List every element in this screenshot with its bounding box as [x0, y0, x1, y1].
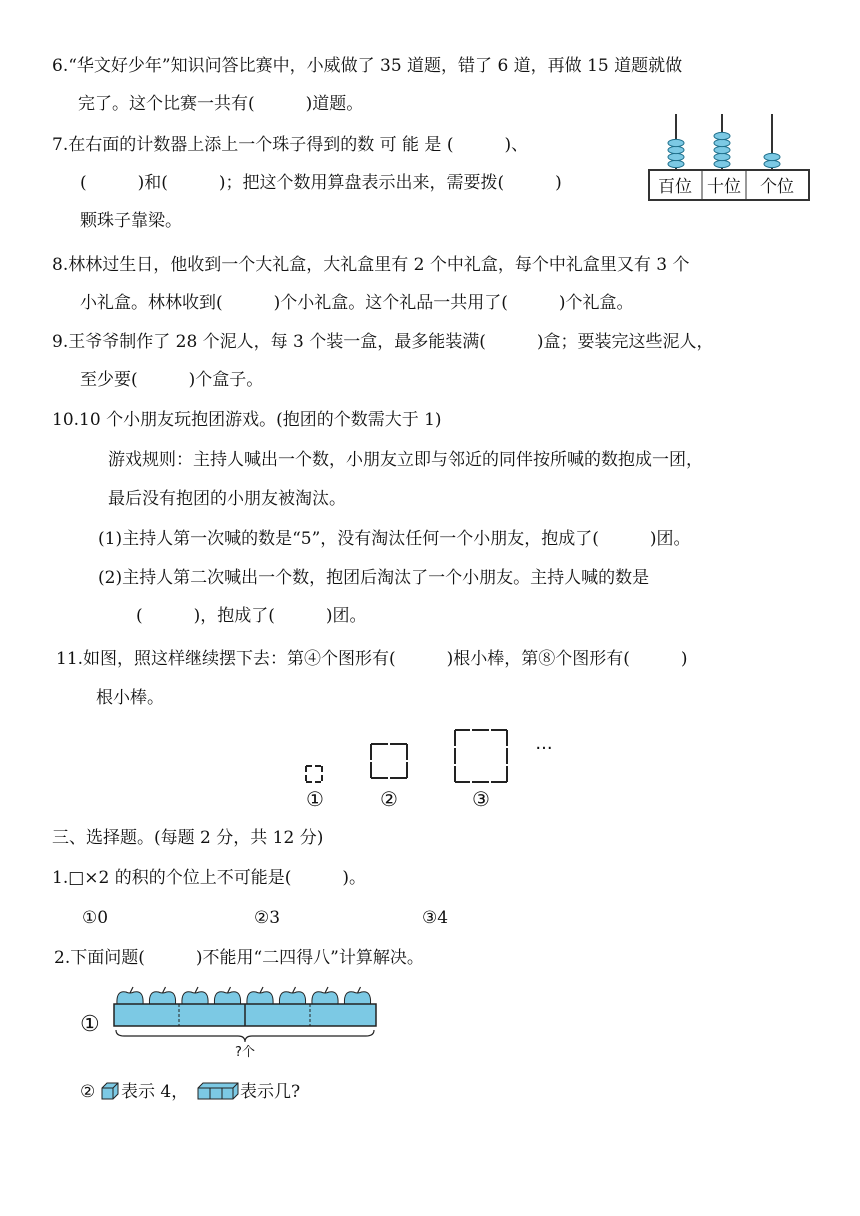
q9-line1: 9.王爷爷制作了 28 个泥人，每 3 个装一盒，最多能装满( )盒；要装完这些泥人， — [52, 332, 714, 352]
q10-part2b: ( )，抱成了( )团。 — [136, 606, 367, 626]
q11-line2: 根小棒。 — [96, 688, 164, 708]
apple-bar-figure — [110, 984, 382, 1064]
cube-icon — [100, 1081, 120, 1101]
q6-line2: 完了。这个比赛一共有( )道题。 — [78, 94, 364, 114]
choice2-question: 2.下面问题( )不能用“二四得八”计算解决。 — [54, 948, 424, 968]
q6-line1: 6.“华文好少年”知识问答比赛中，小威做了 35 道题，错了 6 道，再做 15 道题就做 — [52, 56, 683, 76]
choice2-option2-text2: 表示几? — [240, 1082, 301, 1102]
apple — [279, 987, 305, 1004]
total-brace — [116, 1030, 374, 1042]
counter-bead — [668, 146, 684, 153]
choice2-option2-label: ② — [80, 1082, 96, 1102]
choice1-option-c: ③4 — [422, 908, 449, 928]
q7-line3: 颗珠子靠梁。 — [80, 211, 182, 231]
apple — [149, 987, 175, 1004]
pattern-label-1: ① — [306, 787, 324, 810]
pattern-ellipsis: ··· — [535, 738, 553, 759]
q10-rule1: 游戏规则：主持人喊出一个数，小朋友立即与邻近的同伴按所喊的数抱成一团， — [108, 450, 703, 470]
counter-bead — [714, 132, 730, 139]
counter-bead — [668, 153, 684, 160]
cube-stack-icon — [196, 1081, 240, 1101]
counter-bead — [668, 160, 684, 167]
q10-part1: (1)主持人第一次喊的数是“5”，没有淘汰任何一个小朋友，抱成了( )团。 — [98, 529, 691, 549]
choice2-option2-text1: 表示 4， — [121, 1082, 189, 1102]
apple — [182, 987, 208, 1004]
apple — [117, 987, 143, 1004]
counter-label-ones: 个位 — [760, 177, 794, 197]
brace-caption: ?个 — [235, 1045, 255, 1060]
choice1-option-b: ②3 — [254, 908, 281, 928]
q10-line1: 10.10 个小朋友玩抱团游戏。(抱团的个数需大于 1) — [52, 410, 442, 430]
q11-line1: 11.如图，照这样继续摆下去：第④个图形有( )根小棒，第⑧个图形有( ) — [56, 649, 688, 669]
pattern-figure-2 — [371, 744, 407, 778]
counter-bead — [764, 160, 780, 167]
q10-part2a: (2)主持人第二次喊出一个数，抱团后淘汰了一个小朋友。主持人喊的数是 — [98, 568, 650, 588]
counter-label-tens: 十位 — [707, 177, 741, 197]
apple — [247, 987, 273, 1004]
choice2-option1-label: ① — [80, 1012, 100, 1037]
counter-bead — [764, 153, 780, 160]
counter-label-hundreds: 百位 — [658, 177, 692, 197]
apple — [214, 987, 240, 1004]
q7-line2: ( )和( )；把这个数用算盘表示出来，需要拨( ) — [80, 173, 562, 193]
pattern-figure-1 — [306, 766, 324, 782]
q10-rule2: 最后没有抱团的小朋友被淘汰。 — [108, 489, 346, 509]
q8-line1: 8.林林过生日，他收到一个大礼盒，大礼盒里有 2 个中礼盒，每个中礼盒里又有 3 个 — [52, 255, 690, 275]
choice1-question: 1.□×2 的积的个位上不可能是( )。 — [52, 868, 367, 888]
q9-line2: 至少要( )个盒子。 — [80, 370, 264, 390]
counter-bead — [714, 153, 730, 160]
stick-pattern-figure — [296, 726, 566, 810]
pattern-figure-3 — [455, 730, 507, 782]
counter-bead — [714, 160, 730, 167]
apple — [312, 987, 338, 1004]
q7-line1: 7.在右面的计数器上添上一个珠子得到的数 可 能 是 ( )、 — [52, 135, 529, 155]
pattern-label-2: ② — [380, 787, 398, 810]
counter-bead — [668, 139, 684, 146]
apples-group — [117, 987, 371, 1004]
counting-frame-figure — [646, 112, 814, 204]
counter-bead — [714, 146, 730, 153]
section3-title: 三、选择题。(每题 2 分，共 12 分) — [52, 828, 324, 848]
apple — [344, 987, 370, 1004]
beads-group — [668, 132, 780, 167]
choice1-option-a: ①0 — [82, 908, 109, 928]
pattern-label-3: ③ — [472, 787, 490, 810]
counter-bead — [714, 139, 730, 146]
q8-line2: 小礼盒。林林收到( )个小礼盒。这个礼品一共用了( )个礼盒。 — [80, 293, 634, 313]
